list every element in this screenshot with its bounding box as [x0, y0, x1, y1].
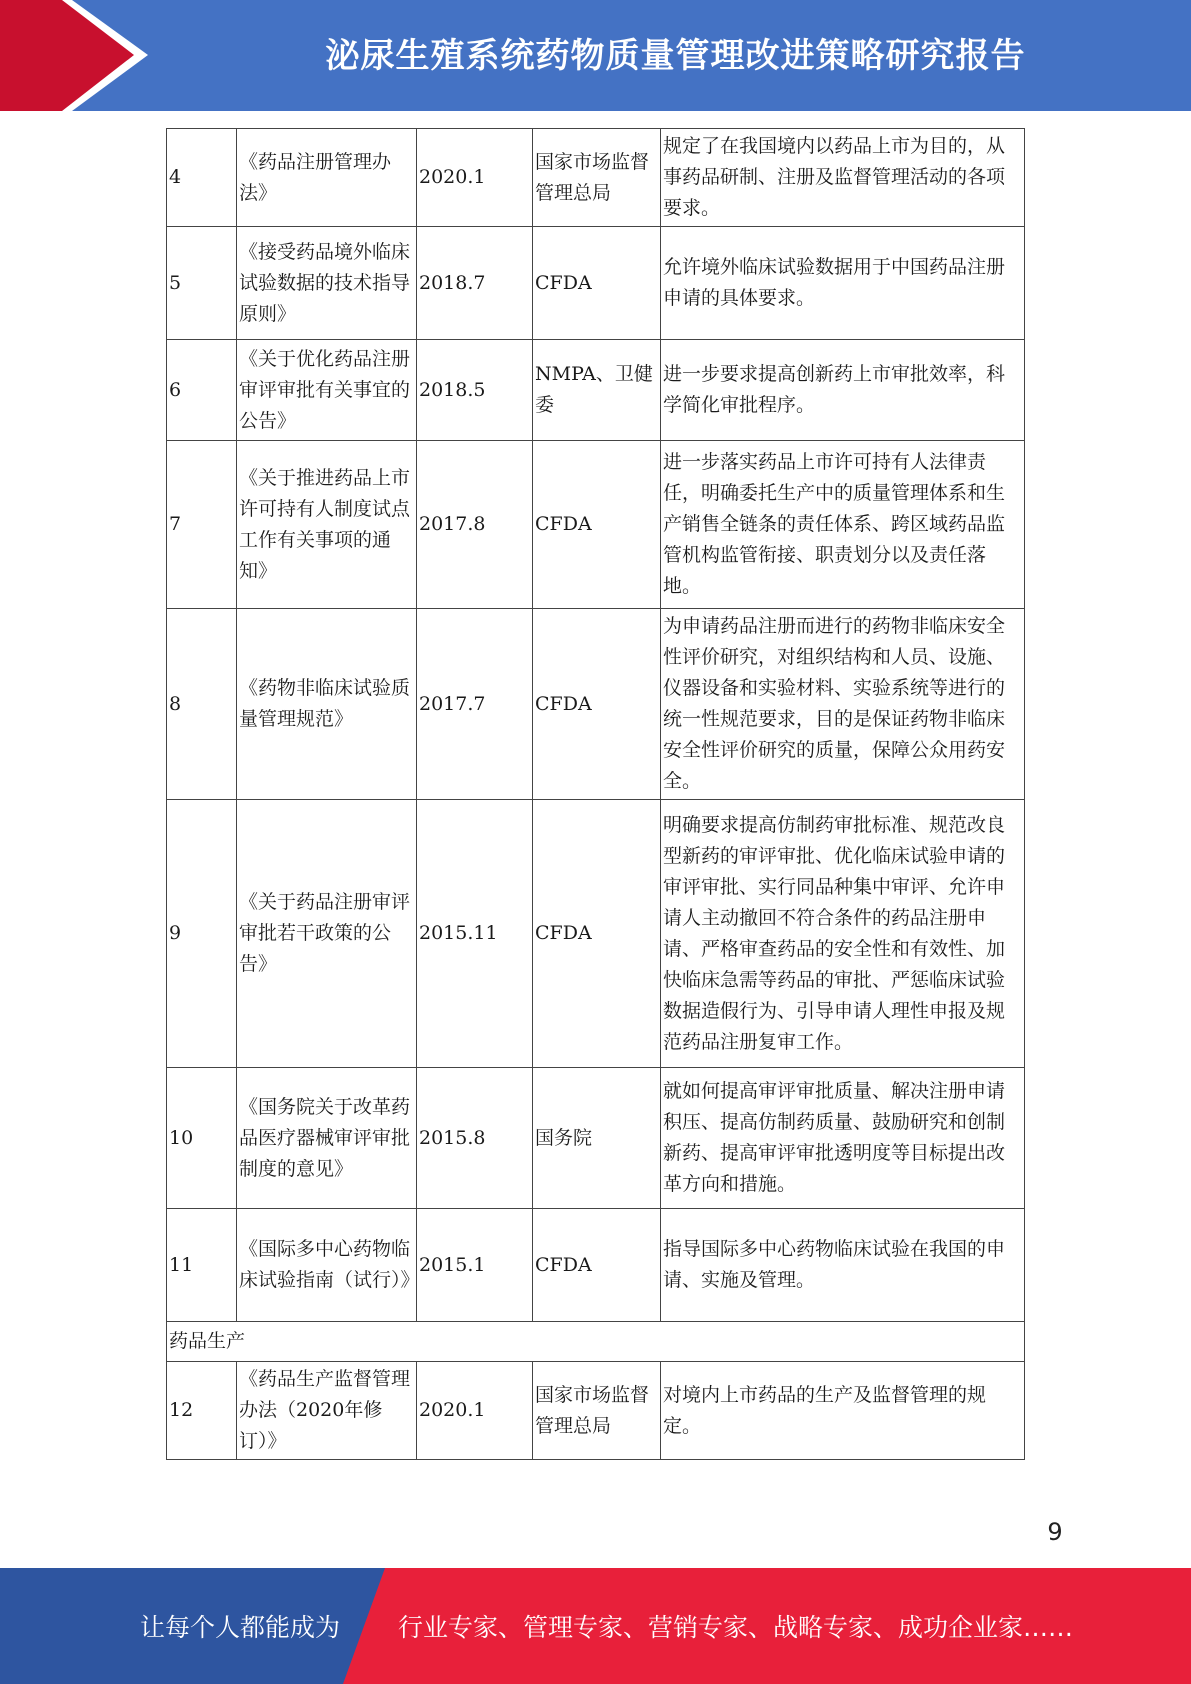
row-number: 10	[167, 1068, 237, 1209]
issuing-agency: CFDA	[533, 609, 661, 800]
footer-slogan-left: 让每个人都能成为	[140, 1613, 341, 1642]
regulation-name: 《药物非临床试验质量管理规范》	[237, 609, 417, 800]
regulation-description: 进一步要求提高创新药上市审批效率，科学简化审批程序。	[661, 340, 1025, 441]
row-number: 6	[167, 340, 237, 441]
page-number: 9	[1047, 1518, 1063, 1546]
regulation-name: 《国务院关于改革药品医疗器械审评审批制度的意见》	[237, 1068, 417, 1209]
row-number: 9	[167, 800, 237, 1068]
page-footer	[0, 1568, 1191, 1684]
table-row	[167, 1362, 1025, 1460]
table-row	[167, 609, 1025, 800]
regulation-description: 就如何提高审评审批质量、解决注册申请积压、提高仿制药质量、鼓励研究和创制新药、提高审评审批透明度等目标提出改革方向和措施。	[661, 1068, 1025, 1209]
issuing-agency: 国家市场监督管理总局	[533, 1362, 661, 1460]
issuing-agency: CFDA	[533, 441, 661, 609]
regulation-name: 《国际多中心药物临床试验指南（试行）》	[237, 1209, 417, 1322]
issue-date: 2015.1	[417, 1209, 533, 1322]
table-row	[167, 227, 1025, 340]
row-number: 4	[167, 129, 237, 227]
regulation-name: 《接受药品境外临床试验数据的技术指导原则》	[237, 227, 417, 340]
regulation-description: 进一步落实药品上市许可持有人法律责任，明确委托生产中的质量管理体系和生产销售全链条的责任体系、跨区域药品监管机构监管衔接、职责划分以及责任落地。	[661, 441, 1025, 609]
issue-date: 2020.1	[417, 1362, 533, 1460]
issue-date: 2020.1	[417, 129, 533, 227]
table-row	[167, 441, 1025, 609]
regulation-description: 指导国际多中心药物临床试验在我国的申请、实施及管理。	[661, 1209, 1025, 1322]
regulation-description: 规定了在我国境内以药品上市为目的，从事药品研制、注册及监督管理活动的各项要求。	[661, 129, 1025, 227]
row-number: 12	[167, 1362, 237, 1460]
issue-date: 2017.8	[417, 441, 533, 609]
issue-date: 2017.7	[417, 609, 533, 800]
issue-date: 2015.11	[417, 800, 533, 1068]
regulation-name: 《药品注册管理办法》	[237, 129, 417, 227]
table-row	[167, 129, 1025, 227]
issuing-agency: CFDA	[533, 800, 661, 1068]
table-row	[167, 1068, 1025, 1209]
issue-date: 2018.5	[417, 340, 533, 441]
page-title: 泌尿生殖系统药物质量管理改进策略研究报告	[325, 35, 1026, 76]
regulation-name: 《药品生产监督管理办法（2020年修订）》	[237, 1362, 417, 1460]
regulation-description: 明确要求提高仿制药审批标准、规范改良型新药的审评审批、优化临床试验申请的审评审批、实行同品种集中审评、允许申请人主动撤回不符合条件的药品注册申请、严格审查药品的安全性和有效性、加快临床急需等药品的审批、严惩临床试验数据造假行为、引导申请人理性申报及规范药品注册复审工作。	[661, 800, 1025, 1068]
row-number: 5	[167, 227, 237, 340]
table-row	[167, 800, 1025, 1068]
table-row	[167, 340, 1025, 441]
regulation-description: 为申请药品注册而进行的药物非临床安全性评价研究，对组织结构和人员、设施、仪器设备和实验材料、实验系统等进行的统一性规范要求，目的是保证药物非临床安全性评价研究的质量，保障公众用药安全。	[661, 609, 1025, 800]
issuing-agency: 国务院	[533, 1068, 661, 1209]
section-row	[167, 1322, 1025, 1362]
issue-date: 2015.8	[417, 1068, 533, 1209]
regulation-name: 《关于药品注册审评审批若干政策的公告》	[237, 800, 417, 1068]
regulation-name: 《关于推进药品上市许可持有人制度试点工作有关事项的通知》	[237, 441, 417, 609]
issue-date: 2018.7	[417, 227, 533, 340]
regulation-description: 允许境外临床试验数据用于中国药品注册申请的具体要求。	[661, 227, 1025, 340]
row-number: 11	[167, 1209, 237, 1322]
regulation-table	[166, 128, 1025, 1460]
regulation-name: 《关于优化药品注册审评审批有关事宜的公告》	[237, 340, 417, 441]
row-number: 7	[167, 441, 237, 609]
regulation-description: 对境内上市药品的生产及监督管理的规定。	[661, 1362, 1025, 1460]
section-label: 药品生产	[167, 1322, 1025, 1362]
row-number: 8	[167, 609, 237, 800]
issuing-agency: 国家市场监督管理总局	[533, 129, 661, 227]
issuing-agency: CFDA	[533, 227, 661, 340]
table-row	[167, 1209, 1025, 1322]
footer-slogan-right: 行业专家、管理专家、营销专家、战略专家、成功企业家……	[398, 1613, 1074, 1642]
issuing-agency: NMPA、卫健委	[533, 340, 661, 441]
issuing-agency: CFDA	[533, 1209, 661, 1322]
